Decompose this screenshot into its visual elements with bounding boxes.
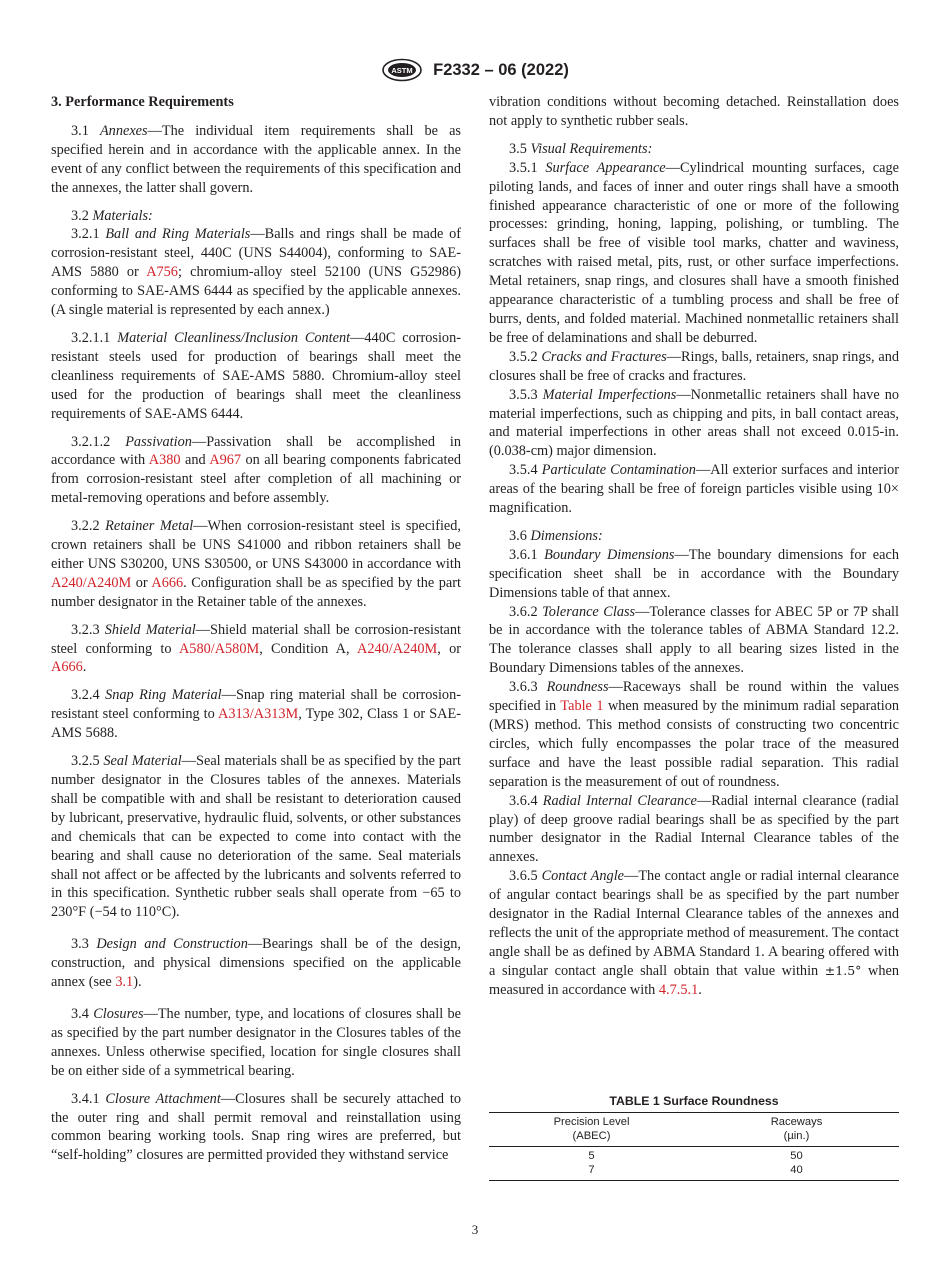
- link-table-1[interactable]: Table 1: [560, 698, 604, 715]
- table-cell: 50: [790, 1150, 803, 1162]
- svg-text:ASTM: ASTM: [391, 66, 413, 75]
- table-cell: 5: [588, 1150, 595, 1162]
- link-a666[interactable]: A666: [151, 574, 184, 591]
- para-3-2-1: 3.2.1 Ball and Ring Materials—Balls and rings shall be made of corrosion-resistant steel, 440C (UNS S44004), conforming to SAE-AMS 5880 or A756; chromium-alloy steel 52100 (UNS G52986) conforming to SAE-AMS 6444 as specified by the applicable annexes. (A single material is represented by each annex.): [51, 226, 462, 319]
- link-a240[interactable]: A240/A240M: [357, 640, 438, 657]
- para-3-5-2: 3.5.2 Cracks and Fractures—Rings, balls, retainers, snap rings, and closures shall be free of cracks and fractures.: [489, 348, 899, 384]
- astm-logo-icon: [381, 58, 423, 82]
- para-3-2-4: 3.2.4 Snap Ring Material—Snap ring material shall be corrosion-resistant steel conforming to A313/A313M, Type 302, Class 1 or SAE-AMS 5688.: [51, 687, 461, 742]
- link-a240[interactable]: A240/A240M: [51, 574, 132, 591]
- para-3-1: 3.1 Annexes—The individual item requirements shall be as specified herein and in accordance with the applicable annex. In the event of any conflict between the requirements of this specification and the annexes, the latter shall govern.: [51, 122, 461, 196]
- para-3-5: vibration conditions without becoming detached. Reinstallation does not apply to synthetic rubber seals.: [489, 94, 899, 129]
- table-bottom-rule: [489, 1180, 899, 1181]
- link-a313[interactable]: A313/A313M: [218, 706, 299, 723]
- link-3-1[interactable]: 3.1: [115, 974, 134, 991]
- link-a380[interactable]: A380: [148, 452, 181, 469]
- para-3-2-1-1: 3.2.1.1 Material Cleanliness/Inclusion Content—440C corrosion-resistant steels used for production of bearings shall meet the cleanliness requirements of SAE-AMS 5880. Chromium-alloy steel used for the production of bearings shall meet the cleanliness requirements of SAE-AMS 6444.: [51, 329, 461, 422]
- table-row: [489, 1164, 899, 1181]
- table-header-raceways: Raceways (µin.): [770, 1116, 823, 1142]
- para-3-2-1-2: 3.2.1.2 Passivation—Passivation shall be accomplished in accordance with A380 and A967 on all bearing components fabricated from corrosion-resistant steel after completion of all machining or metal-removing operations and before assembly.: [51, 433, 461, 507]
- table-header-row: [489, 1113, 899, 1146]
- para-3-6-4: 3.6.4 Radial Internal Clearance—Radial internal clearance (radial play) of deep groove radial bearings shall be as specified by the part number designator in the Radial Internal Clearance tables of the annexes.: [489, 792, 899, 866]
- para-3-5-3: 3.5.3 Material Imperfections—Nonmetallic retainers shall have no material imperfections, such as chipping and pits, in ball contact areas, and material imperfections in other areas shall not exceed 0.015-in. (0.038-cm) major dimension.: [489, 386, 900, 460]
- para-3-6-5: 3.6.5 Contact Angle—The contact angle or radial internal clearance of angular contact bearings shall be as specified by the part number designator in the Radial Internal Clearance tables of the annexes and reflects the unit of the appropriate method of measurement. The contact angle shall be as defined by ABMA Standard 1. A bearing offered with a singular contact angle shall obtain that value within ±1.5° when measured in accordance with 4.7.5.1.: [489, 868, 899, 998]
- para-3-4-1: 3.4.1 Closure Attachment—Closures shall be securely attached to the outer ring and shall permit removal and reinstallation using common bearing working tools. Snap ring wires are preferred, but “self-holding” closures are permitted provided they withstand service: [51, 1090, 461, 1164]
- table-header-precision: Precision Level (ABEC): [553, 1116, 630, 1142]
- section-heading: 3. Performance Requirements: [51, 94, 234, 110]
- para-3-5-4: 3.5.4 Particulate Contamination—All exterior surfaces and interior areas of the bearing shall be free of foreign particles visible using 10× magnification.: [489, 462, 899, 517]
- right-column: [489, 93, 899, 1000]
- table-cell: 40: [790, 1163, 803, 1176]
- page-number: 3: [471, 1222, 479, 1237]
- table-cell: 7: [588, 1163, 595, 1176]
- link-a666[interactable]: A666: [51, 659, 83, 676]
- para-3-2-5: 3.2.5 Seal Material—Seal materials shall be as specified by the part number designator in the Closures tables of the annexes. Materials shall be compatible with and shall be resistant to deterioration caused by lubricant, preservative, hydraulic fluid, solvents, or other substances and chemicals that can be expected to come into contact with the bearing and shall cause no deterioration of the same. Seal materials shall not affect or be affected by the lubricants and solvents referred to in this specification. Synthetic rubber seals shall operate from −65 to 230°F (−54 to 110°C).: [51, 753, 461, 921]
- table-surface-roundness: [489, 1094, 899, 1181]
- para-3-6: 3.6 Dimensions:: [509, 527, 603, 544]
- para-3-6-2: 3.6.2 Tolerance Class—Tolerance classes for ABEC 5P or 7P shall be in accordance with the tolerance tables of ABMA Standard 12.2. The tolerance classes shall apply to all bearing sizes listed in the Boundary Dimensions tables of the annexes.: [489, 603, 899, 677]
- standard-designation: F2332 – 06 (2022): [433, 60, 569, 79]
- para-3-6-1: 3.6.1 Boundary Dimensions—The boundary dimensions for each specification sheet shall be in accordance with the Boundary Dimensions table of that annex.: [489, 546, 899, 601]
- link-a967[interactable]: A967: [209, 452, 242, 469]
- para-3-5-1: 3.5.1 Surface Appearance—Cylindrical mounting surfaces, cage piloting lands, and faces of inner and outer rings shall have a smooth finished appearance characteristic of one or more of the following processes: grinding, honing, lapping, polishing, or tumbling. The surfaces shall be free of visible tool marks, chatter and waviness, scratches with raised metal, pits, rust, or other surface imperfections. Metal retainers, snap rings, and closures shall have a smooth finished appearance characteristic of a tumbling process and shall be free of burrs, dents, and folded material. Machined nonmetallic retainers shall be free of delaminations and shall be deburred.: [489, 159, 899, 346]
- link-4-7-5-1[interactable]: 4.7.5.1: [658, 981, 699, 998]
- para-3-5-heading: 3.5 Visual Requirements:: [509, 140, 653, 157]
- table-caption: TABLE 1 Surface Roundness: [609, 1094, 779, 1108]
- link-a756[interactable]: A756: [146, 264, 178, 281]
- para-3-4: 3.4 Closures—The number, type, and locations of closures shall be as specified by the part number designator in the Closures tables of the annexes. Unless otherwise specified, location for single closures shall be on either side of a symmetrical bearing.: [51, 1005, 461, 1079]
- para-3-3: 3.3 Design and Construction—Bearings shall be of the design, construction, and physical dimensions specified on the applicable annex (see 3.1).: [51, 936, 462, 991]
- left-column: [51, 93, 461, 1165]
- para-3-6-3: 3.6.3 Roundness—Raceways shall be round within the values specified in Table 1 when measured by the minimum radial separation (MRS) method. This method consists of constructing two concentric circles, which fully encompasses the polar trace of the measured surface and have the least possible radial separation. This radial separation is the measurement of out of roundness.: [489, 679, 900, 790]
- para-3-2-3: 3.2.3 Shield Material—Shield material shall be corrosion-resistant steel conforming to A580/A580M, Condition A, A240/A240M, or A666.: [51, 621, 462, 676]
- para-3-2: 3.2 Materials:: [71, 207, 153, 224]
- para-3-2-2: 3.2.2 Retainer Metal—When corrosion-resistant steel is specified, crown retainers shall be UNS S41000 and ribbon retainers shall be either UNS S30200, UNS S30500, or UNS S43000 in accordance with A240/A240M or A666. Configuration shall be as specified by the part number designator in the Retainer table of the annexes.: [51, 518, 461, 610]
- page-header: [0, 58, 950, 82]
- link-a580[interactable]: A580/A580M: [178, 640, 260, 657]
- table-row: [489, 1147, 899, 1164]
